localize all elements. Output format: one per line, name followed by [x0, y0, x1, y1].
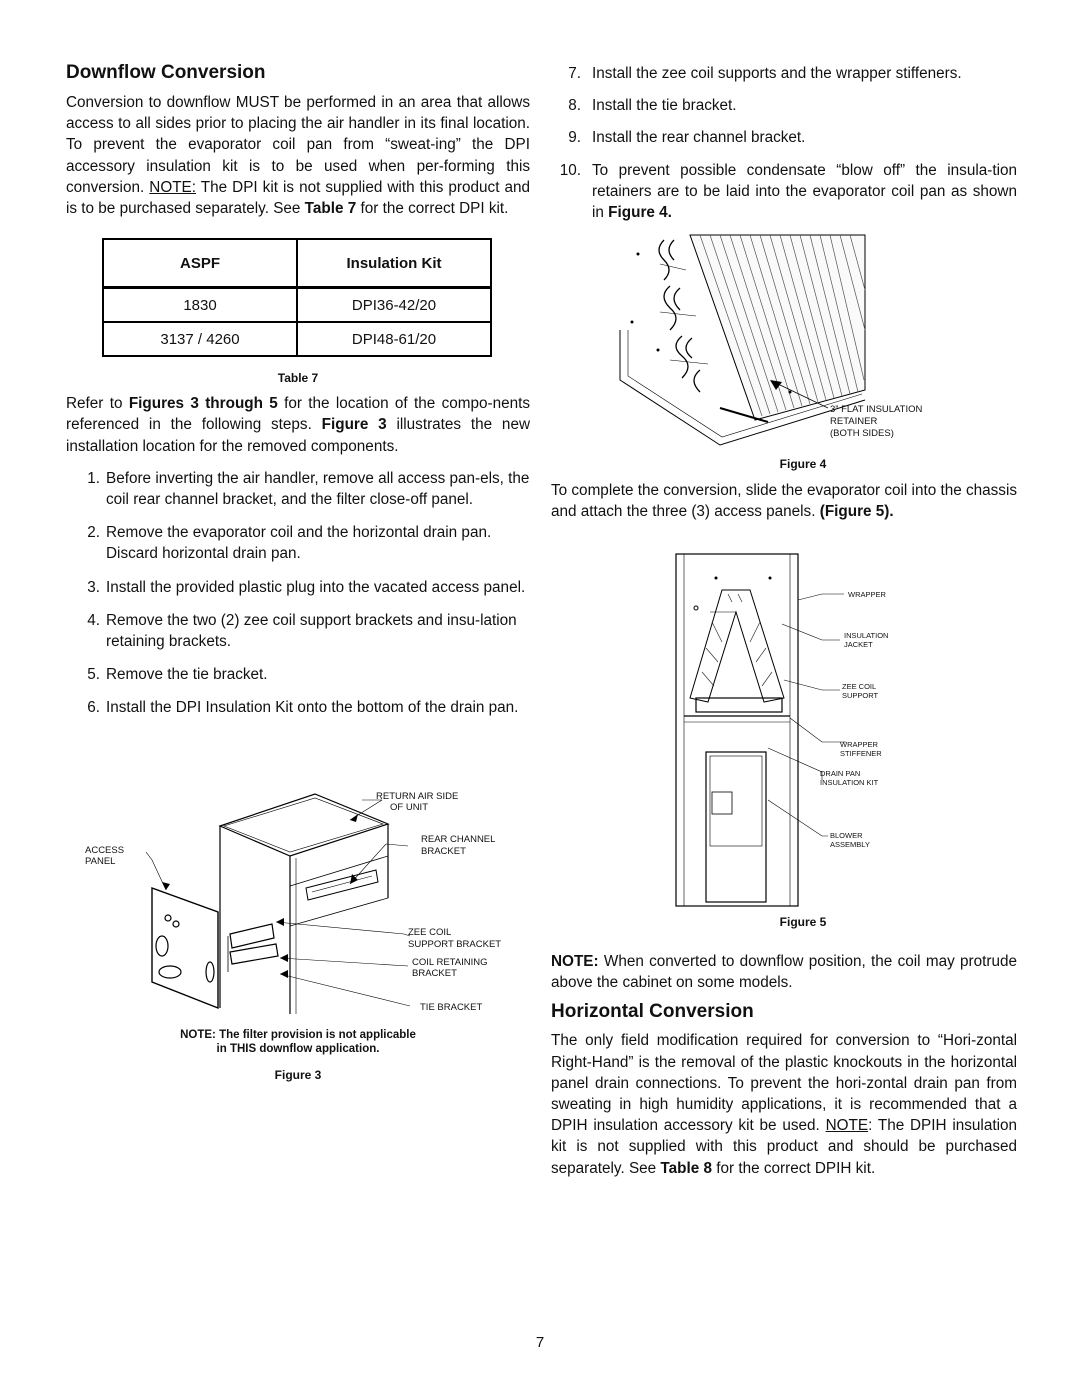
- steps-left: [66, 468, 530, 719]
- list-item: 5. Remove the tie bracket.: [87, 666, 268, 684]
- fig3-label-zee-1: ZEE COIL: [408, 927, 452, 938]
- list-item: 3. Install the provided plastic plug into the vacated access panel.: [87, 578, 526, 596]
- fig5-label-stiff-2: STIFFENER: [840, 749, 882, 758]
- steps-right: [551, 63, 1017, 223]
- fig5-label-zee-1: ZEE COIL: [842, 682, 877, 691]
- table-row: [103, 322, 491, 356]
- refer-paragraph: Refer to Figures 3 through 5 for the location of the compo-nents referenced in the following steps. Figure 3 illustrates the new installation location for the removed components.: [66, 395, 531, 455]
- fig4-label-1: 3” FLAT INSULATION: [830, 404, 923, 415]
- figure-3-note-line-1: NOTE: The filter provision is not applicable: [180, 1029, 416, 1041]
- fig3-label-coil-2: BRACKET: [412, 968, 457, 979]
- list-item: 1. Before inverting the air handler, remove all access pan-els, the coil rear channel bracket, and the filter close-off panel.: [87, 469, 530, 509]
- table-cell: DPI36-42/20: [297, 288, 491, 323]
- figure-4-illustration: [600, 230, 970, 452]
- table-cell: 3137 / 4260: [103, 322, 297, 356]
- fig3-label-tie: TIE BRACKET: [420, 1002, 483, 1013]
- fig3-label-rear-1: REAR CHANNEL: [421, 834, 496, 845]
- complete-paragraph: To complete the conversion, slide the evaporator coil into the chassis and attach the three (3) access panels. (Figure 5).: [551, 482, 1017, 521]
- fig4-label-2: RETAINER: [830, 416, 878, 427]
- figure-5-caption: Figure 5: [779, 915, 827, 929]
- table-cell: 1830: [103, 288, 297, 323]
- left-column: [66, 60, 530, 731]
- fig3-label-return-air-2: OF UNIT: [390, 802, 428, 813]
- list-item: 8. Install the tie bracket.: [568, 97, 737, 115]
- horizontal-heading: Horizontal Conversion: [551, 1001, 754, 1023]
- fig4-label-3: (BOTH SIDES): [830, 428, 894, 439]
- list-item: 6. Install the DPI Insulation Kit onto the bottom of the drain pan.: [87, 699, 519, 717]
- fig5-label-zee-2: SUPPORT: [842, 691, 879, 700]
- fig5-label-wrapper: WRAPPER: [848, 590, 886, 599]
- table-7: [102, 238, 492, 357]
- fig5-label-stiff-1: WRAPPER: [840, 740, 878, 749]
- fig5-label-drain-2: INSULATION KIT: [820, 778, 879, 787]
- right-bottom-text: [551, 951, 1017, 1179]
- table-cell: DPI48-61/20: [297, 322, 491, 356]
- figure-3-illustration: [80, 786, 520, 1026]
- list-item: 7. Install the zee coil supports and the wrapper stiffeners.: [568, 65, 962, 82]
- list-item: 10. To prevent possible condensate “blow off” the insula-tion retainers are to be laid into the evaporator coil pan as shown in Figure 4.: [559, 161, 1017, 222]
- right-middle-text: [551, 480, 1017, 522]
- note-downflow: NOTE: When converted to downflow position, the coil may protrude above the cabinet on some models.: [551, 953, 1017, 992]
- figure-3-note: [66, 1028, 530, 1082]
- fig3-label-access-1: ACCESS: [85, 845, 125, 856]
- list-item: 4. Remove the two (2) zee coil support brackets and insu-lation retaining brackets.: [87, 611, 517, 651]
- fig5-label-blower-1: BLOWER: [830, 831, 863, 840]
- table-7-caption: Table 7: [277, 371, 319, 386]
- page-number: 7: [535, 1334, 545, 1351]
- downflow-intro: Conversion to downflow MUST be performed in an area that allows access to all sides prior to placing the air handler in its final location. To prevent the evaporator coil pan from “sweat-ing” the DPI accessory insulation kit is to be used when per-forming this conversion. NOTE: The DPI kit is not supplied with this product and is to be purchased separately. See Table 7 for the correct DPI kit.: [66, 94, 530, 218]
- downflow-heading: Downflow Conversion: [66, 62, 266, 83]
- figure-5-illustration: [672, 552, 912, 910]
- figure-4-caption: Figure 4: [779, 457, 827, 471]
- fig3-label-access-2: PANEL: [85, 856, 116, 867]
- horizontal-paragraph: The only field modification required for conversion to “Hori-zontal Right-Hand” is the removal of the plastic knockouts in the horizontal panel drain connections. To prevent the hori-zontal drain pan from sweating in high humidity applications, it is recommended that a DPIH insulation accessory kit be used. NOTE: The DPIH insulation kit is not supplied with this product and should be purchased separately. See Table 8 for the correct DPIH kit.: [551, 1032, 1017, 1177]
- fig3-label-coil-1: COIL RETAINING: [412, 957, 488, 968]
- fig5-label-insulation-2: JACKET: [844, 640, 873, 649]
- fig3-label-return-air-1: RETURN AIR SIDE: [376, 791, 459, 802]
- list-item: 9. Install the rear channel bracket.: [568, 129, 806, 147]
- fig5-label-blower-2: ASSEMBLY: [830, 840, 870, 849]
- table-header-aspf: ASPF: [103, 239, 297, 288]
- table-header-kit: Insulation Kit: [297, 239, 491, 288]
- fig5-label-insulation-1: INSULATION: [844, 631, 889, 640]
- table-row: [103, 288, 491, 323]
- figure-3-caption: Figure 3: [274, 1068, 322, 1082]
- figure-3-note-line-2: in THIS downflow application.: [216, 1043, 380, 1055]
- fig3-label-zee-2: SUPPORT BRACKET: [408, 939, 502, 950]
- fig3-label-rear-2: BRACKET: [421, 846, 466, 857]
- list-item: 2. Remove the evaporator coil and the horizontal drain pan. Discard horizontal drain pan.: [87, 524, 492, 563]
- right-column: [551, 63, 1017, 234]
- fig5-label-drain-1: DRAIN PAN: [820, 769, 861, 778]
